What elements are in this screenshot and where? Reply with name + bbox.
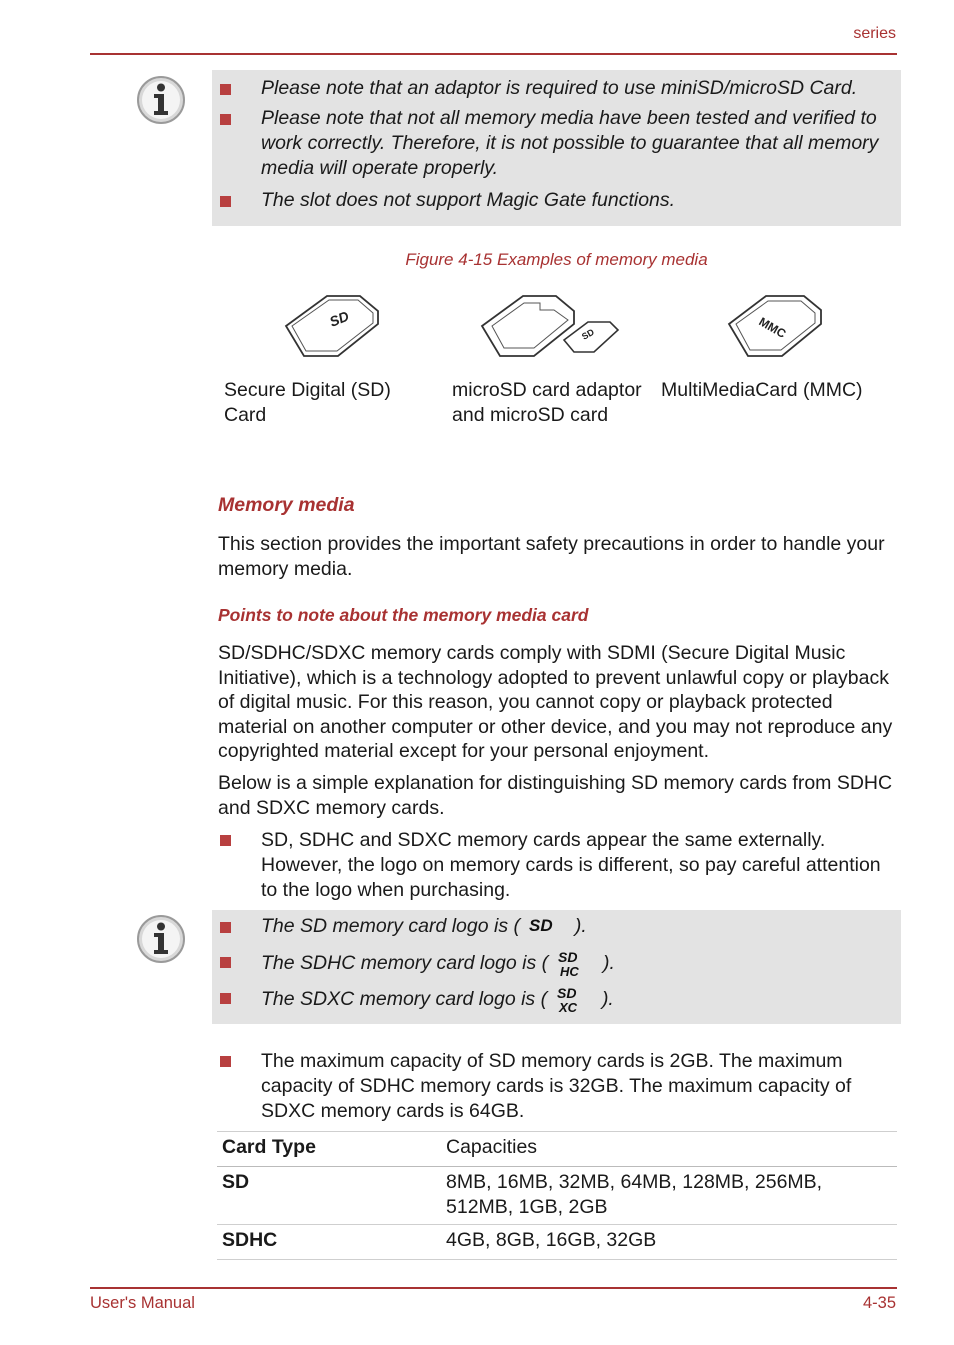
running-header: series xyxy=(853,25,896,42)
sd-logo-mark: SD xyxy=(557,949,578,965)
bullet-marker xyxy=(220,957,231,968)
xc-logo-mark: XC xyxy=(558,1000,577,1013)
bullet-marker xyxy=(220,84,231,95)
sd-logo-mark: SD xyxy=(556,985,576,1001)
subsection-heading: Points to note about the memory media card xyxy=(218,605,589,625)
list-item xyxy=(212,1049,901,1125)
mmc-logo-text: MMC xyxy=(756,314,789,341)
table-header-capacities: Capacities xyxy=(446,1136,538,1158)
section-heading: Memory media xyxy=(218,494,355,516)
microsd-adaptor-image xyxy=(478,294,620,360)
table-cell-type: SD xyxy=(222,1171,250,1193)
note-text-before: The SDXC memory card logo is ( xyxy=(261,988,548,1010)
card-label-sd: Secure Digital (SD) Card xyxy=(224,379,391,426)
bullet-marker xyxy=(220,1056,231,1067)
table-rule xyxy=(217,1166,897,1167)
note-item xyxy=(212,947,901,979)
bullet-marker xyxy=(220,993,231,1004)
sdhc-logo-icon xyxy=(554,949,598,977)
list-item xyxy=(212,828,901,904)
bullet-marker xyxy=(220,196,231,207)
microsd-logo-text: SD xyxy=(580,326,596,342)
figure-caption: Figure 4-15 Examples of memory media xyxy=(405,250,708,269)
page-number: 4-35 xyxy=(862,1294,896,1312)
table-rule xyxy=(217,1224,897,1225)
bullet-marker xyxy=(220,114,231,125)
info-icon xyxy=(136,75,186,125)
note-text-after: ). xyxy=(603,952,615,974)
list-item-text: SD, SDHC and SDXC memory cards appear the same externally. However, the logo on memory cards is different, so pay careful attention to the logo when purchasing. xyxy=(261,829,881,901)
note-text: Please note that an adaptor is required to use miniSD/microSD Card. xyxy=(261,77,858,99)
note-text-before: The SDHC memory card logo is ( xyxy=(261,952,549,974)
footer-manual-title: User's Manual xyxy=(90,1294,195,1312)
sd-logo-icon xyxy=(525,915,569,935)
footer-rule xyxy=(90,1287,897,1289)
sdxc-logo-icon xyxy=(553,985,597,1013)
table-cell-capacity: 4GB, 8GB, 16GB, 32GB xyxy=(446,1229,657,1251)
note-text: Please note that not all memory media have been tested and verified to work correctly. Therefore, it is not possible to guarantee that all memory media will operate properly. xyxy=(261,107,879,179)
note-item xyxy=(212,983,901,1015)
note-text-after: ). xyxy=(574,915,587,937)
section-intro: This section provides the important safety precautions in order to handle your memory media. xyxy=(218,533,885,580)
paragraph-sdmi: SD/SDHC/SDXC memory cards comply with SDMI (Secure Digital Music Initiative), which is a technology adopted to prevent unlawful copy or playback of digital music. For this reason, you cannot copy or playback protected material on another computer or other device, and you may not reproduce any copyrighted material except for your personal enjoyment. xyxy=(218,642,893,762)
table-header-card-type: Card Type xyxy=(222,1136,316,1158)
note-item xyxy=(212,914,901,942)
paragraph-explanation: Below is a simple explanation for distinguishing SD memory cards from SDHC and SDXC memory cards. xyxy=(218,772,893,819)
table-cell-capacity: 8MB, 16MB, 32MB, 64MB, 128MB, 256MB, 512MB, 1GB, 2GB xyxy=(446,1171,823,1218)
list-item-text: The maximum capacity of SD memory cards is 2GB. The maximum capacity of SDHC memory cards is 32GB. The maximum capacity of SDXC memory cards is 64GB. xyxy=(261,1050,852,1122)
note-text xyxy=(261,985,891,1013)
info-icon xyxy=(136,914,186,964)
bullet-marker xyxy=(220,835,231,846)
bullet-marker xyxy=(220,922,231,933)
table-rule xyxy=(217,1131,897,1132)
table-cell-type: SDHC xyxy=(222,1229,278,1251)
table-rule xyxy=(217,1259,897,1260)
sd-logo-text: SD xyxy=(327,307,352,330)
mmc-card-image xyxy=(726,294,824,360)
note-text xyxy=(261,914,891,939)
sd-card-image xyxy=(282,294,382,360)
note-box xyxy=(212,910,901,1024)
header-rule xyxy=(90,53,897,55)
note-box xyxy=(212,70,901,226)
card-label-mmc: MultiMediaCard (MMC) xyxy=(661,379,863,401)
note-text xyxy=(261,949,891,977)
hc-logo-mark: HC xyxy=(559,964,579,977)
sd-logo-mark: SD xyxy=(529,916,554,935)
note-text-before: The SD memory card logo is ( xyxy=(261,915,520,937)
note-text: The slot does not support Magic Gate functions. xyxy=(261,189,676,211)
note-text-after: ). xyxy=(601,988,614,1010)
card-label-microsd: microSD card adaptor and microSD card xyxy=(452,379,642,426)
